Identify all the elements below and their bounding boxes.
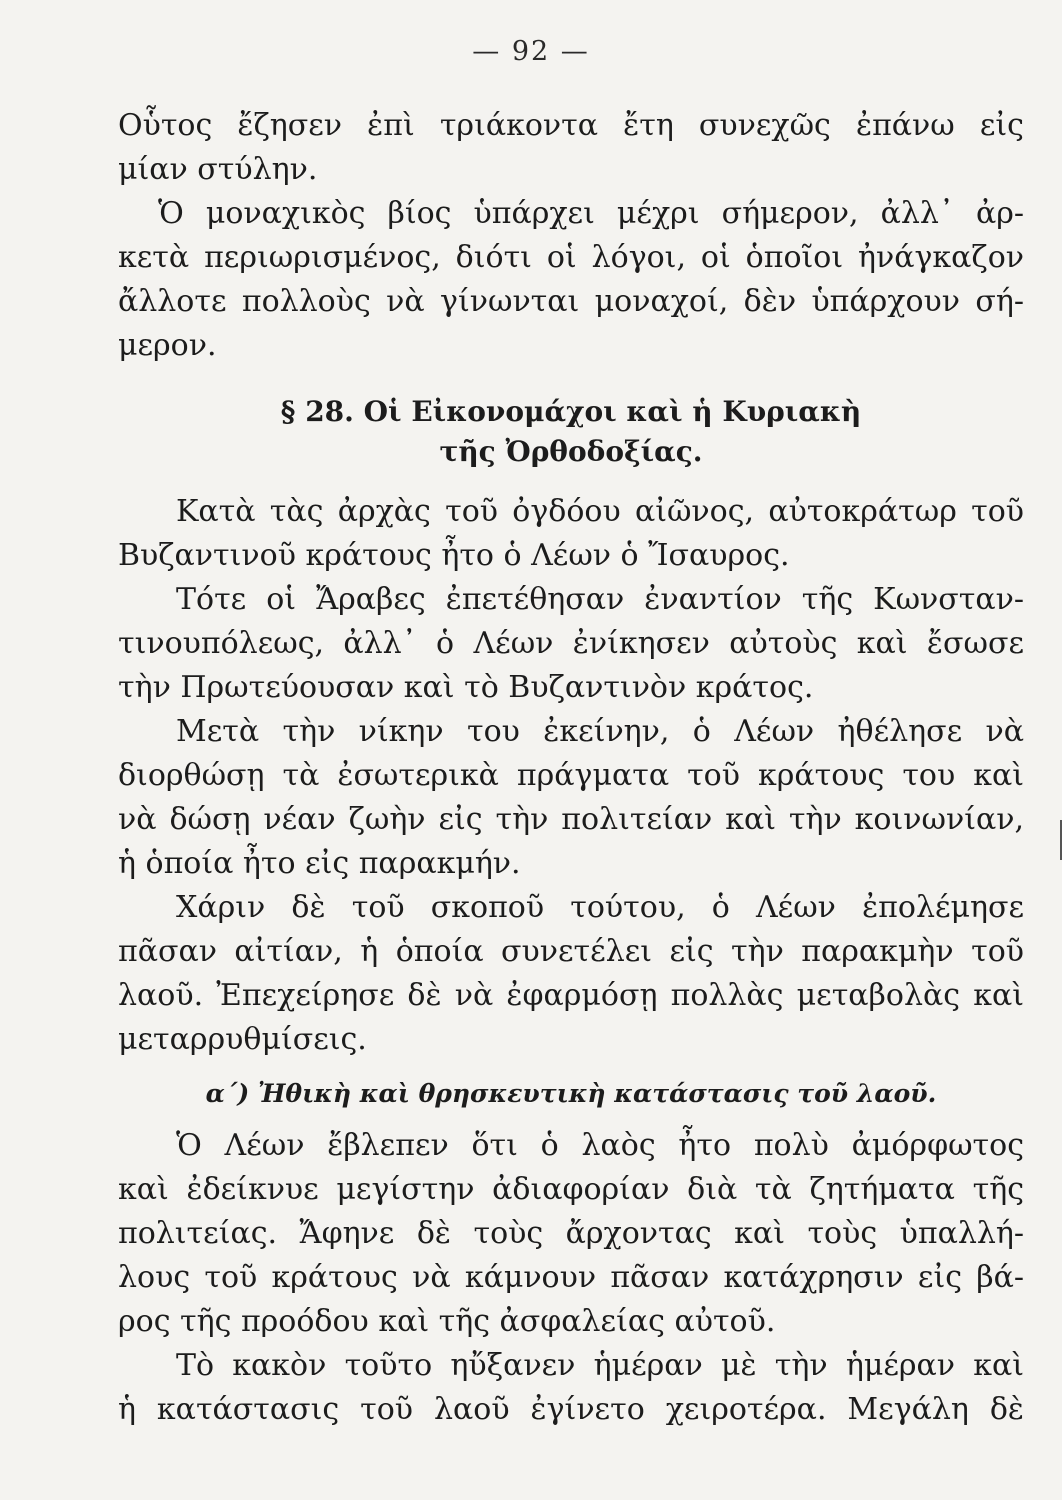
paragraph: [118, 192, 1024, 368]
text-line: Μετὰ τὴν νίκην του ἐκείνην, ὁ Λέων ἠθέλησε νὰ: [176, 714, 1024, 749]
text-line: καὶ ἐδείκνυε μεγίστην ἀδιαφορίαν διὰ τὰ ζητήματα τῆς: [118, 1172, 1024, 1207]
paragraph: [118, 104, 1024, 192]
text-line: τὴν Πρωτεύουσαν καὶ τὸ Βυζαντινὸν κράτος.: [118, 670, 814, 705]
text-line: Κατὰ τὰς ἀρχὰς τοῦ ὀγδόου αἰῶνος, αὐτοκράτωρ τοῦ: [176, 494, 1024, 529]
text-block-middle: [118, 490, 1024, 1062]
section-heading: [118, 392, 1024, 472]
text-line: Τὸ κακὸν τοῦτο ηὔξανεν ἡμέραν μὲ τὴν ἡμέραν καὶ: [176, 1348, 1024, 1383]
text-line: πᾶσαν αἰτίαν, ἡ ὁποία συνετέλει εἰς τὴν παρακμὴν τοῦ: [118, 934, 1024, 969]
paragraph: [118, 1124, 1024, 1344]
text-line: Ὁ μοναχικὸς βίος ὑπάρχει μέχρι σήμερον, ἀλλ᾽ ἀρ-: [158, 196, 1024, 231]
text-line: Οὗτος ἔζησεν ἐπὶ τριάκοντα ἔτη συνεχῶς ἐπάνω εἰς: [118, 108, 1024, 143]
text-line: διορθώσῃ τὰ ἐσωτερικὰ πράγματα τοῦ κράτους του καὶ: [118, 758, 1024, 793]
text-line: Τότε οἱ Ἄραβες ἐπετέθησαν ἐναντίον τῆς Κωνσταν-: [176, 582, 1024, 617]
text-line: ἄλλοτε πολλοὺς νὰ γίνωνται μοναχοί, δὲν ὑπάρχουν σή-: [118, 284, 1024, 319]
text-line: Χάριν δὲ τοῦ σκοποῦ τούτου, ὁ Λέων ἐπολέμησε: [176, 890, 1024, 925]
text-line: μίαν στύλην.: [118, 152, 318, 187]
text-line: Βυζαντινοῦ κράτους ἦτο ὁ Λέων ὁ Ἴσαυρος.: [118, 538, 790, 573]
text-line: ἡ κατάστασις τοῦ λαοῦ ἐγίνετο χειροτέρα. Μεγάλη δὲ: [118, 1392, 1024, 1427]
text-line: μερον.: [118, 328, 217, 363]
text-line: μεταρρυθμίσεις.: [118, 1022, 367, 1057]
text-line: νὰ δώσῃ νέαν ζωὴν εἰς τὴν πολιτείαν καὶ τὴν κοινωνίαν,: [118, 802, 1024, 837]
text-block-bottom: [118, 1124, 1024, 1432]
paragraph: [118, 886, 1024, 1062]
text-line: κετὰ περιωρισμένος, διότι οἱ λόγοι, οἱ ὁποῖοι ἠνάγκαζον: [118, 240, 1024, 275]
text-block-top: [118, 104, 1024, 368]
subsection-heading: α΄) Ἠθικὴ καὶ θρησκευτικὴ κατάστασις τοῦ λαοῦ.: [205, 1079, 937, 1108]
text-line: ἡ ὁποία ἦτο εἰς παρακμήν.: [118, 846, 521, 881]
text-line: Ὁ Λέων ἔβλεπεν ὅτι ὁ λαὸς ἦτο πολὺ ἀμόρφωτος: [176, 1128, 1024, 1163]
paragraph: [118, 710, 1024, 886]
section-heading-line: § 28. Οἱ Εἰκονομάχοι καὶ ἡ Κυριακὴ: [280, 395, 862, 428]
text-line: τινουπόλεως, ἀλλ᾽ ὁ Λέων ἐνίκησεν αὐτοὺς καὶ ἔσωσε: [118, 626, 1024, 661]
text-line: λους τοῦ κράτους νὰ κάμνουν πᾶσαν κατάχρησιν εἰς βά-: [118, 1260, 1024, 1295]
text-line: πολιτείας. Ἄφηνε δὲ τοὺς ἄρχοντας καὶ τοὺς ὑπαλλή-: [118, 1216, 1024, 1251]
paragraph: [118, 578, 1024, 710]
section-heading-line: τῆς Ὀρθοδοξίας.: [439, 435, 703, 468]
paragraph: [118, 1344, 1024, 1432]
page-number: — 92 —: [472, 36, 590, 67]
text-line: ρος τῆς προόδου καὶ τῆς ἀσφαλείας αὐτοῦ.: [118, 1304, 776, 1339]
text-line: λαοῦ. Ἐπεχείρησε δὲ νὰ ἐφαρμόσῃ πολλὰς μεταβολὰς καὶ: [118, 978, 1024, 1013]
paragraph: [118, 490, 1024, 578]
